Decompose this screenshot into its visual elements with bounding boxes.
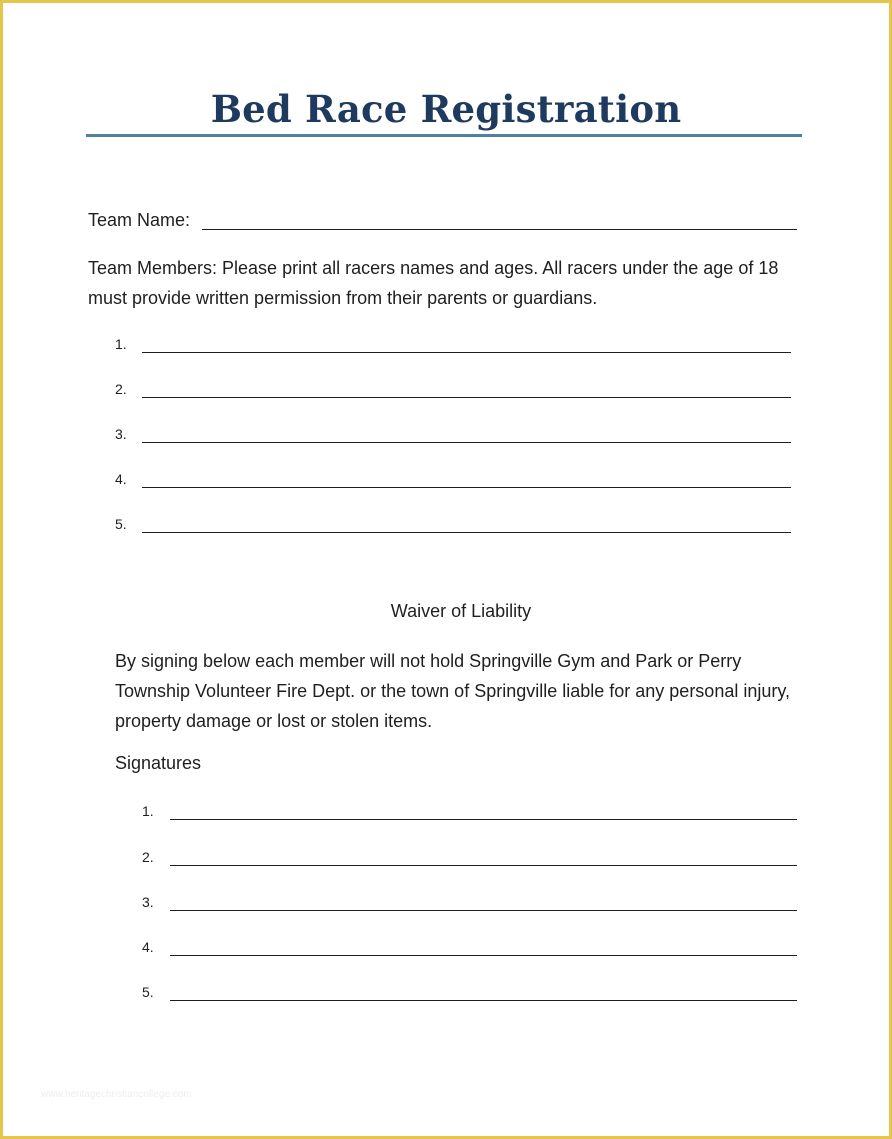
- waiver-text: By signing below each member will not hold Springville Gym and Park or Perry Township Volunteer Fire Dept. or the town of Springville liable for any personal injury, property damage or lost or stolen items.: [115, 651, 791, 731]
- title-underline: [86, 134, 802, 137]
- member-number: 4.: [115, 471, 127, 487]
- signature-number: 2.: [142, 849, 154, 865]
- member-number: 5.: [115, 516, 127, 532]
- member-number: 1.: [115, 336, 127, 352]
- member-entry-4[interactable]: [115, 469, 795, 491]
- signature-blank-line[interactable]: [170, 910, 797, 911]
- team-members-instructions: Team Members: Please print all racers names and ages. All racers under the age of 18 must provide written permission from their parents or guardians.: [88, 258, 779, 308]
- signature-number: 5.: [142, 984, 154, 1000]
- signature-blank-line[interactable]: [170, 955, 797, 956]
- signature-blank-line[interactable]: [170, 819, 797, 820]
- waiver-heading: Waiver of Liability: [390, 601, 532, 621]
- signature-number: 3.: [142, 894, 154, 910]
- page-title: Bed Race Registration: [210, 87, 682, 131]
- member-entry-3[interactable]: [115, 424, 795, 446]
- member-entry-1[interactable]: [115, 334, 795, 356]
- member-number: 3.: [115, 426, 127, 442]
- member-entry-2[interactable]: [115, 379, 795, 401]
- watermark-text: www.heritagechristiancollege.com: [41, 1089, 192, 1100]
- team-name-label: Team Name:: [88, 210, 191, 230]
- signature-entry-4[interactable]: [142, 937, 802, 959]
- member-blank-line[interactable]: [142, 352, 791, 353]
- signature-entry-2[interactable]: [142, 847, 802, 869]
- member-blank-line[interactable]: [142, 397, 791, 398]
- signature-entry-5[interactable]: [142, 982, 802, 1004]
- signature-number: 4.: [142, 939, 154, 955]
- signature-blank-line[interactable]: [170, 865, 797, 866]
- signatures-label: Signatures: [115, 753, 202, 773]
- member-number: 2.: [115, 381, 127, 397]
- member-blank-line[interactable]: [142, 532, 791, 533]
- signature-blank-line[interactable]: [170, 1000, 797, 1001]
- signature-number: 1.: [142, 803, 154, 819]
- member-blank-line[interactable]: [142, 442, 791, 443]
- signature-entry-3[interactable]: [142, 892, 802, 914]
- member-blank-line[interactable]: [142, 487, 791, 488]
- member-entry-5[interactable]: [115, 514, 795, 536]
- team-name-blank-line[interactable]: [202, 229, 797, 230]
- signature-entry-1[interactable]: [142, 801, 802, 823]
